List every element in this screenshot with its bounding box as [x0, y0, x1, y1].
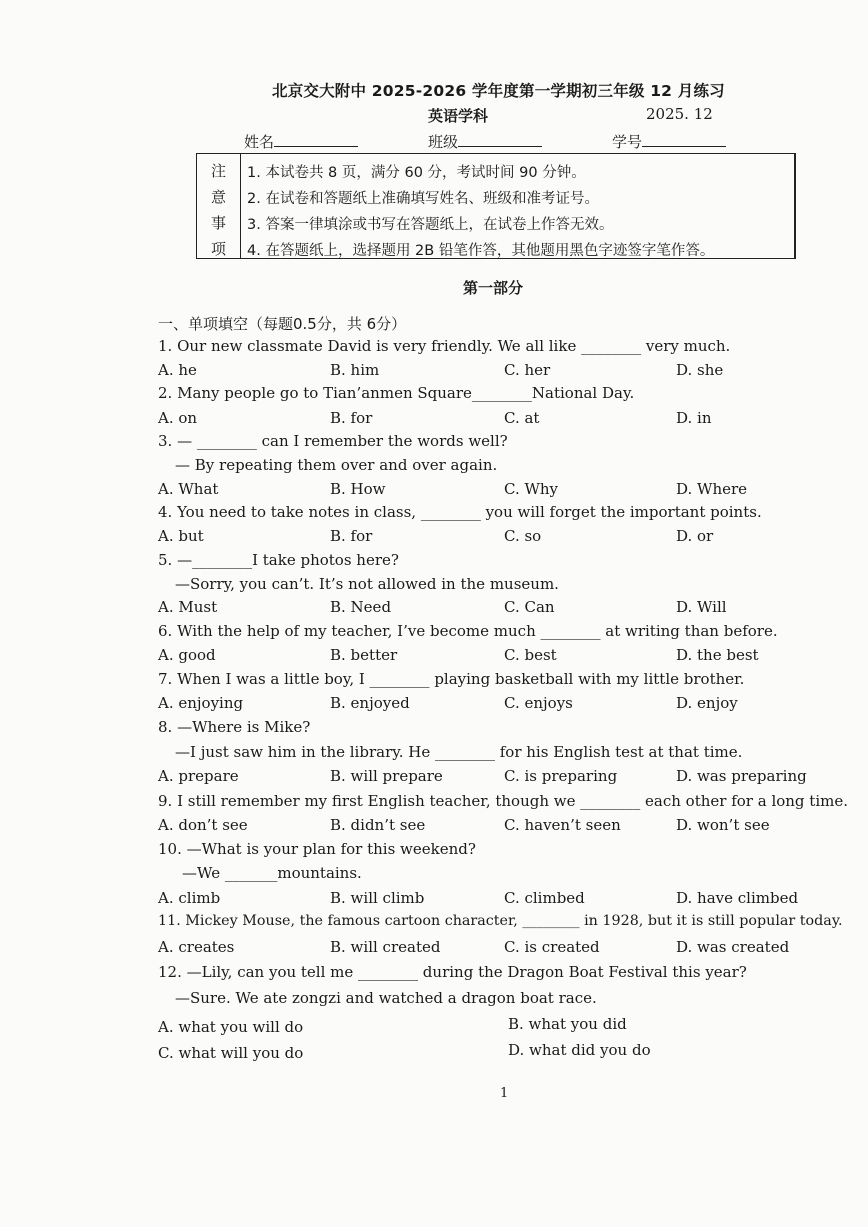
- option-d[interactable]: D. Where: [676, 480, 748, 498]
- option-c[interactable]: C. is preparing: [504, 767, 618, 785]
- question-stem-line: —Sorry, you can’t. It’s not allowed in the museum.: [175, 575, 559, 593]
- option-a[interactable]: A. he: [158, 361, 197, 379]
- option-c[interactable]: C. is created: [504, 938, 600, 956]
- option-a[interactable]: A. good: [158, 646, 216, 664]
- exam-title: 北京交大附中 2025-2026 学年度第一学期初三年级 12 月练习: [272, 82, 725, 100]
- question-stem: 1. Our new classmate David is very friendly. We all like ________ very much.: [158, 337, 731, 355]
- option-a[interactable]: A. climb: [158, 889, 221, 907]
- notice-rule: 4. 在答题纸上，选择题用 2B 铅笔作答，其他题用黑色字迹签字笔作答。: [247, 243, 715, 259]
- question-stem: 8. —Where is Mike?: [158, 718, 311, 736]
- option-b[interactable]: B. How: [330, 480, 386, 498]
- option-d[interactable]: D. Will: [676, 598, 727, 616]
- option-d[interactable]: D. what did you do: [508, 1041, 651, 1059]
- option-b[interactable]: B. him: [330, 361, 380, 379]
- name-blank[interactable]: [274, 132, 358, 147]
- option-d[interactable]: D. have climbed: [676, 889, 799, 907]
- question-stem: 11. Mickey Mouse, the famous cartoon character, ________ in 1928, but it is still popular today.: [158, 913, 843, 929]
- name-label: 姓名: [244, 133, 275, 151]
- option-b[interactable]: B. for: [330, 527, 373, 545]
- option-b[interactable]: B. what you did: [508, 1015, 627, 1033]
- question-stem: 7. When I was a little boy, I ________ playing basketball with my little brother.: [158, 670, 745, 688]
- option-d[interactable]: D. won’t see: [676, 816, 770, 834]
- question-stem: 12. —Lily, can you tell me ________ during the Dragon Boat Festival this year?: [158, 963, 747, 981]
- question-stem: 3. — ________ can I remember the words well?: [158, 432, 508, 450]
- class-blank[interactable]: [458, 132, 542, 147]
- option-a[interactable]: A. but: [158, 527, 204, 545]
- question-stem: 10. —What is your plan for this weekend?: [158, 840, 476, 858]
- option-b[interactable]: B. didn’t see: [330, 816, 426, 834]
- option-d[interactable]: D. was preparing: [676, 767, 807, 785]
- option-b[interactable]: B. Need: [330, 598, 392, 616]
- option-c[interactable]: C. at: [504, 409, 540, 427]
- question-stem: 2. Many people go to Tian’anmen Square________National Day.: [158, 384, 635, 402]
- student-id-field[interactable]: [612, 131, 726, 152]
- notice-rule: 3. 答案一律填涂或书写在答题纸上，在试卷上作答无效。: [247, 217, 614, 233]
- option-c[interactable]: C. best: [504, 646, 557, 664]
- option-c[interactable]: C. what will you do: [158, 1044, 304, 1062]
- notice-box: [196, 153, 796, 259]
- question-stem: 4. You need to take notes in class, ________ you will forget the important points.: [158, 503, 762, 521]
- option-b[interactable]: B. better: [330, 646, 398, 664]
- notice-side-char: 事: [210, 214, 226, 232]
- question-stem-line: —We _______mountains.: [182, 864, 362, 882]
- option-c[interactable]: C. so: [504, 527, 542, 545]
- option-b[interactable]: B. will prepare: [330, 767, 443, 785]
- option-d[interactable]: D. was created: [676, 938, 790, 956]
- option-c[interactable]: C. her: [504, 361, 551, 379]
- page-number: 1: [500, 1086, 509, 1101]
- notice-rule: 2. 在试卷和答题纸上准确填写姓名、班级和准考证号。: [247, 191, 599, 207]
- option-a[interactable]: A. creates: [158, 938, 235, 956]
- question-stem-line: —I just saw him in the library. He ________ for his English test at that time.: [175, 743, 743, 761]
- option-a[interactable]: A. what you will do: [158, 1018, 304, 1036]
- option-c[interactable]: C. climbed: [504, 889, 585, 907]
- notice-side-char: 项: [210, 240, 226, 258]
- part-heading: 第一部分: [463, 279, 524, 297]
- option-a[interactable]: A. Must: [158, 598, 218, 616]
- section-heading: 一、单项填空（每题0.5分，共 6分）: [158, 315, 407, 333]
- notice-side-label: [197, 154, 241, 258]
- subject-label: 英语学科: [428, 107, 489, 125]
- question-stem-line: — By repeating them over and over again.: [175, 456, 498, 474]
- option-d[interactable]: D. in: [676, 409, 712, 427]
- option-b[interactable]: B. will created: [330, 938, 441, 956]
- option-a[interactable]: A. don’t see: [158, 816, 248, 834]
- option-c[interactable]: C. Why: [504, 480, 559, 498]
- question-stem: 6. With the help of my teacher, I’ve become much ________ at writing than before.: [158, 622, 778, 640]
- option-d[interactable]: D. the best: [676, 646, 759, 664]
- notice-rule: 1. 本试卷共 8 页，满分 60 分，考试时间 90 分钟。: [247, 165, 586, 181]
- option-d[interactable]: D. she: [676, 361, 724, 379]
- notice-side-char: 注: [210, 162, 226, 180]
- student-id-blank[interactable]: [642, 132, 726, 147]
- option-c[interactable]: C. enjoys: [504, 694, 573, 712]
- option-a[interactable]: A. prepare: [158, 767, 239, 785]
- option-a[interactable]: A. enjoying: [158, 694, 244, 712]
- question-stem-line: —Sure. We ate zongzi and watched a dragon boat race.: [175, 989, 597, 1007]
- option-d[interactable]: D. enjoy: [676, 694, 738, 712]
- option-b[interactable]: B. for: [330, 409, 373, 427]
- question-stem: 5. —________I take photos here?: [158, 551, 399, 569]
- question-stem: 9. I still remember my first English teacher, though we ________ each other for a long time.: [158, 792, 848, 810]
- option-c[interactable]: C. Can: [504, 598, 555, 616]
- option-a[interactable]: A. on: [158, 409, 198, 427]
- class-field[interactable]: [428, 131, 542, 152]
- option-a[interactable]: A. What: [158, 480, 219, 498]
- name-field[interactable]: [244, 131, 358, 152]
- student-id-label: 学号: [612, 133, 643, 151]
- exam-date: 2025. 12: [646, 105, 713, 123]
- option-b[interactable]: B. will climb: [330, 889, 425, 907]
- notice-side-char: 意: [210, 188, 226, 206]
- option-c[interactable]: C. haven’t seen: [504, 816, 621, 834]
- class-label: 班级: [428, 133, 459, 151]
- option-d[interactable]: D. or: [676, 527, 714, 545]
- option-b[interactable]: B. enjoyed: [330, 694, 410, 712]
